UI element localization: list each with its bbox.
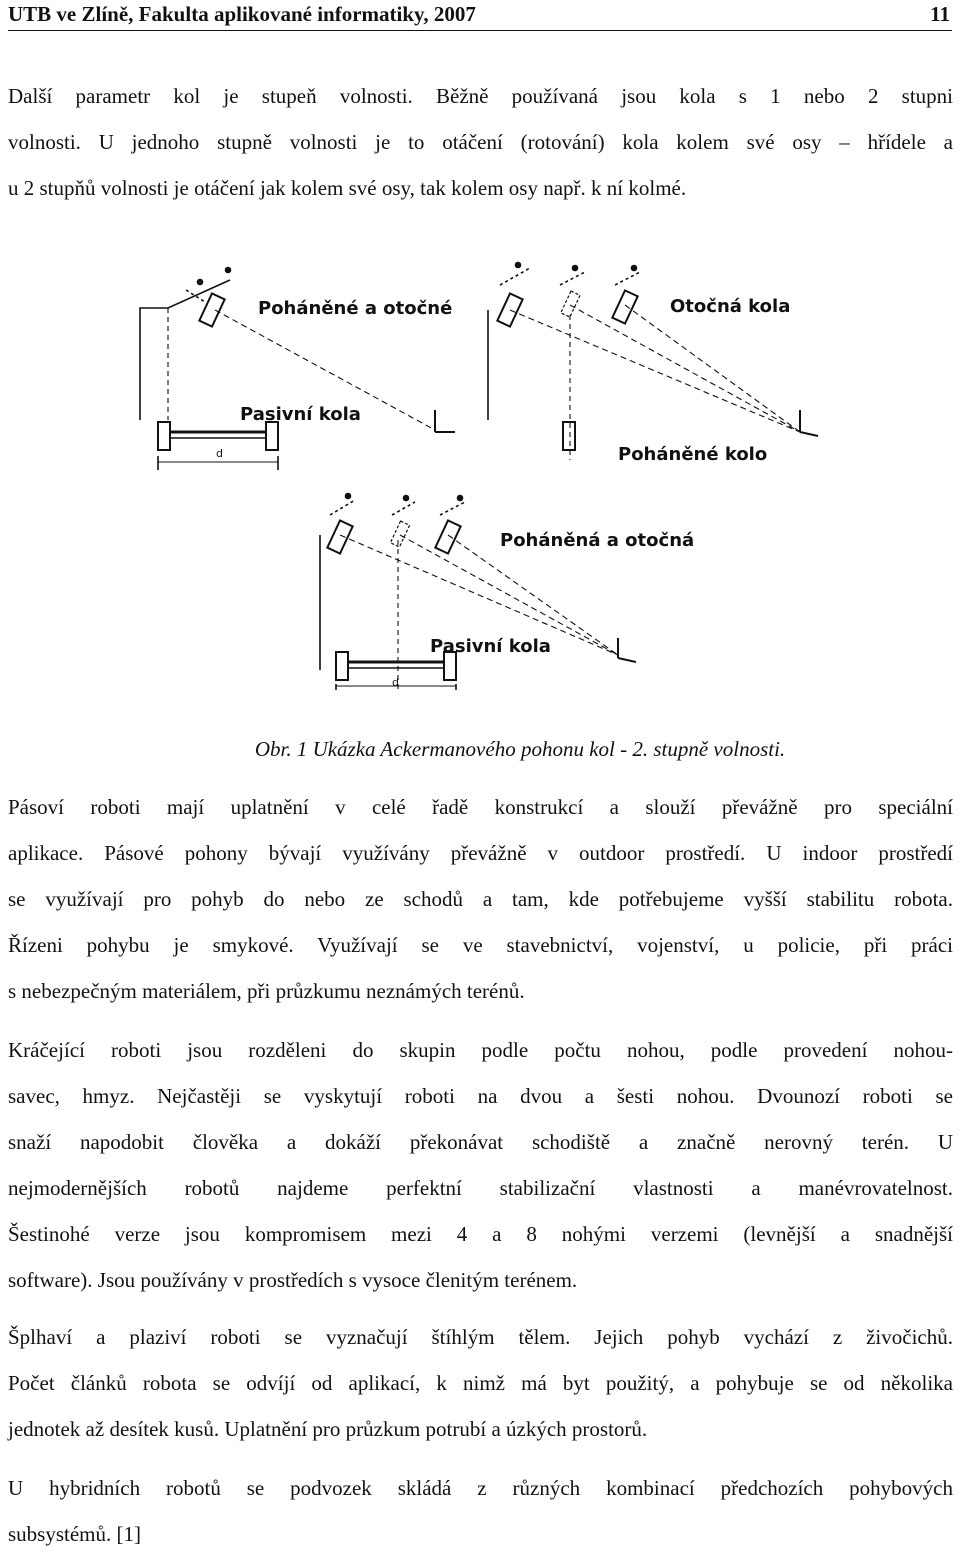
text-line: aplikace. Pásové pohony bývají využívány převážně v outdoor prostředí. U indoor prostředí (8, 841, 953, 865)
page-header (8, 0, 952, 31)
label-a-passive: Pasivní kola (240, 404, 361, 425)
label-a-title: Poháněné a otočné (258, 298, 453, 319)
label-c-title: Poháněná a otočná (500, 530, 695, 551)
label-b-driven: Poháněné kolo (618, 444, 768, 465)
intro-paragraph (8, 73, 953, 211)
text-line: subsystémů. [1] (8, 1522, 141, 1546)
label-b-title: Otočná kola (670, 296, 791, 317)
d-label-c: d (392, 676, 399, 689)
text-line: jednotek až desítek kusů. Uplatnění pro průzkum potrubí a úzkých prostorů. (8, 1417, 648, 1441)
text-line: Další parametr kol je stupeň volnosti. Běžně používaná jsou kola s 1 nebo 2 stupni (8, 84, 953, 108)
diagram-c (320, 494, 694, 691)
tracked-robots-paragraph (8, 784, 953, 1014)
diagram-b (488, 263, 818, 466)
walking-robots-paragraph (8, 1027, 953, 1303)
text-line: se využívají pro pohyb do nebo ze schodů a tam, kde potřebujeme vyšší stabilitu robota. (8, 887, 953, 911)
page-number: 11 (930, 2, 950, 26)
text-line: volnosti. U jednoho stupně volnosti je to otáčení (rotování) kola kolem své osy – hřídele a (8, 130, 953, 154)
figure-caption: Obr. 1 Ukázka Ackermanového pohonu kol - 2. stupně volnosti. (254, 737, 786, 761)
text-line: s nebezpečným materiálem, při průzkumu neznámých terénů. (8, 979, 525, 1003)
text-line: Pásoví roboti mají uplatnění v celé řadě konstrukcí a slouží převážně pro speciální (8, 795, 953, 819)
text-line: savec, hmyz. Nejčastěji se vyskytují roboti na dvou a šesti nohou. Dvounozí roboti se (8, 1084, 953, 1108)
label-c-passive: Pasivní kola (430, 636, 551, 657)
text-line: snaží napodobit člověka a dokáží překonávat schodiště a značně nerovný terén. U (8, 1130, 953, 1154)
text-line: Šplhaví a plaziví roboti se vyznačují štíhlým tělem. Jejich pohyb vychází z živočichů. (8, 1325, 953, 1349)
text-line: u 2 stupňů volnosti je otáčení jak kolem své osy, tak kolem osy např. k ní kolmé. (8, 176, 687, 200)
climbing-robots-paragraph (8, 1314, 953, 1452)
d-label-a: d (216, 447, 223, 460)
text-line: U hybridních robotů se podvozek skládá z různých kombinací předchozích pohybových (8, 1476, 953, 1500)
hybrid-robots-paragraph (8, 1465, 953, 1557)
diagram-a (140, 268, 455, 471)
text-line: Počet článků robota se odvíjí od aplikací, k nimž má byt použitý, a pohybuje se od několika (8, 1371, 953, 1395)
header-title: UTB ve Zlíně, Fakulta aplikované informatiky, 2007 (8, 2, 476, 26)
text-line: Řízeni pohybu je smykové. Využívají se ve stavebnictví, vojenství, u policie, při práci (8, 933, 953, 957)
text-line: software). Jsou používány v prostředích s vysoce členitým terénem. (8, 1268, 578, 1292)
ackermann-figure (0, 260, 960, 690)
text-line: Šestinohé verze jsou kompromisem mezi 4 a 8 nohými verzemi (levnější a snadnější (8, 1222, 953, 1246)
text-line: Kráčející roboti jsou rozděleni do skupin podle počtu nohou, podle provedení nohou- (8, 1038, 953, 1062)
text-line: nejmodernějších robotů najdeme perfektní stabilizační vlastnosti a manévrovatelnost. (8, 1176, 953, 1200)
